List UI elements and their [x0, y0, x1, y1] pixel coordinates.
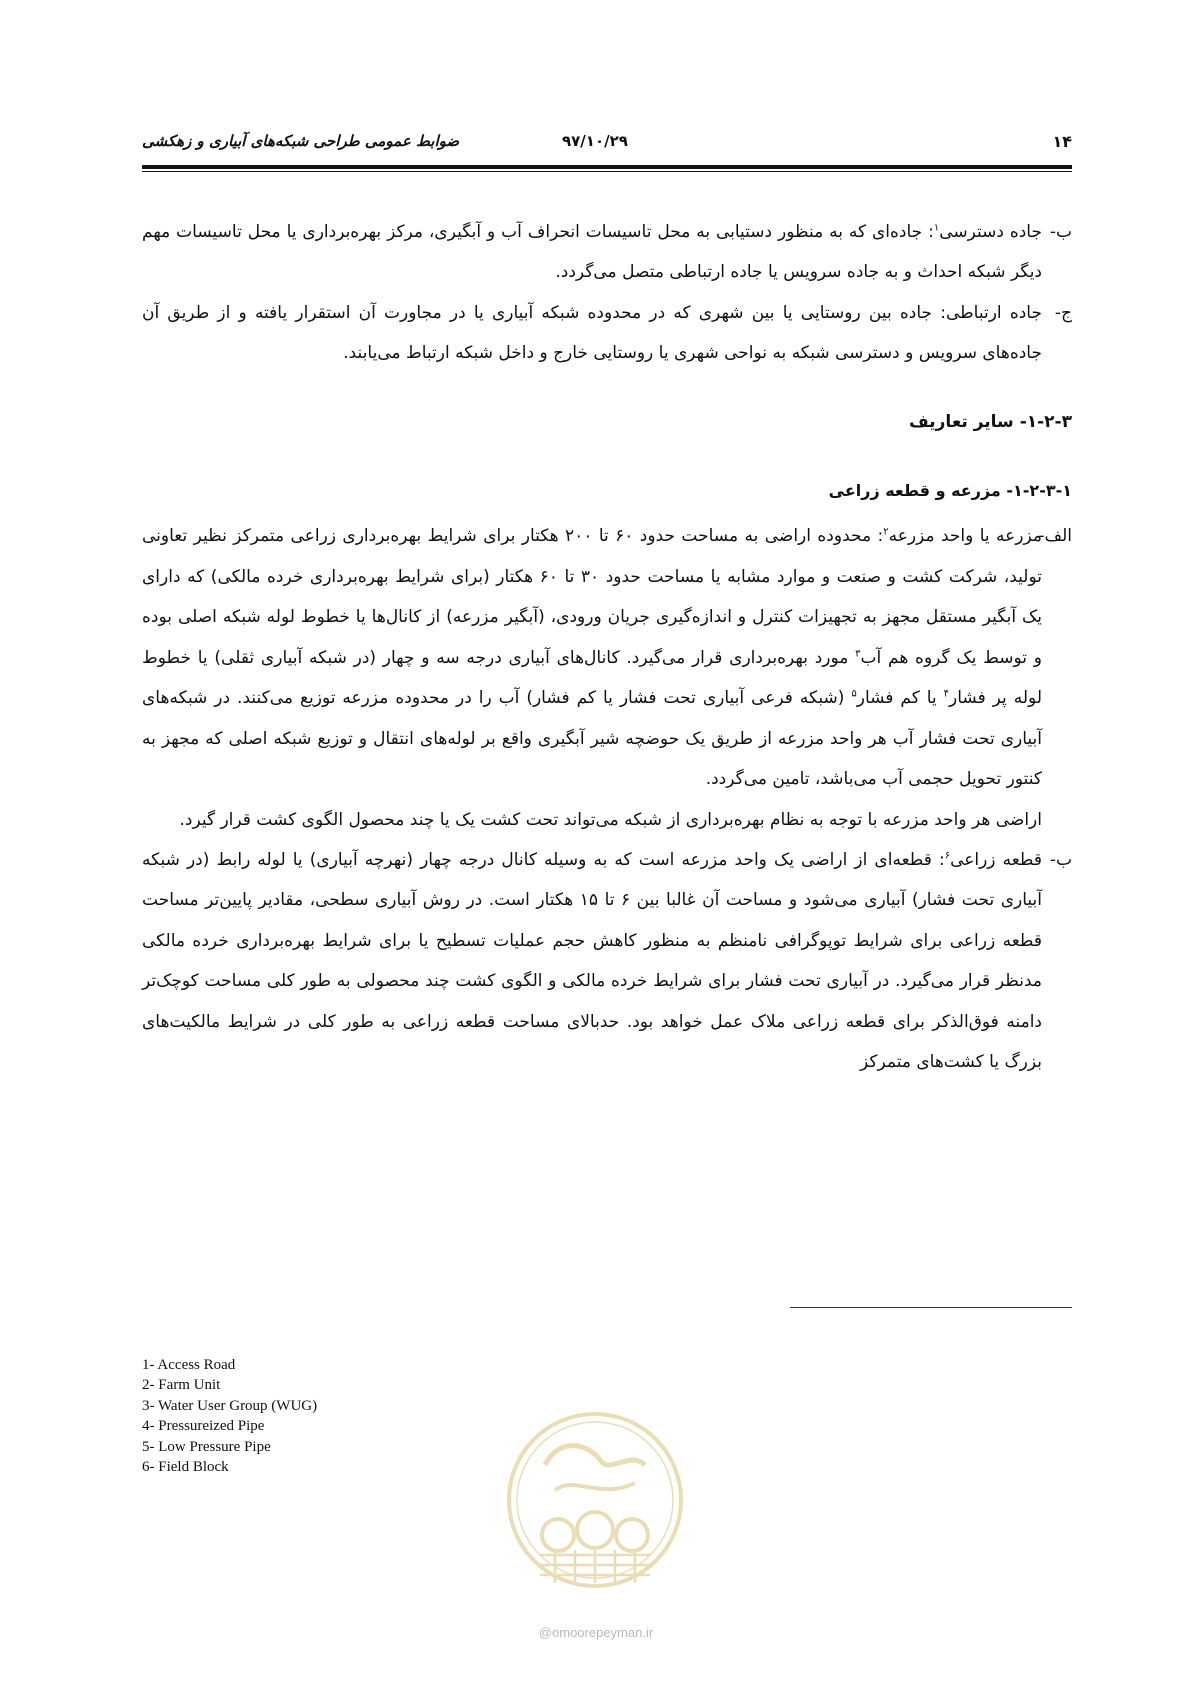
list-marker: ب- — [1049, 849, 1072, 870]
footnotes — [142, 1355, 502, 1477]
footnote-ref: ۶ — [944, 850, 951, 862]
header-rule-thick — [142, 165, 1072, 169]
watermark-url: @omoorepeyman.ir — [538, 1625, 654, 1640]
definition-text: : جاده‌ای که به منظور دستیابی به محل تاسیسات انحراف آب و آبگیری، مرکز بهره‌برداری یا محل تاسیسات مهم دیگر شبکه احداث و به جاده سرویس یا جاده ارتباطی متصل می‌گردد. — [142, 222, 1042, 283]
definition-text: یا کم فشار — [856, 688, 944, 709]
definition-text: : محدوده اراضی به مساحت حدود ۶۰ تا ۲۰۰ هکتار برای شرایط بهره‌برداری زراعی متمرکز نظیر تعاونی تولید، شرکت کشت و صنعت و موارد مشابه یا مساحت حدود ۳۰ تا ۶۰ هکتار (برای شرایط بهره‌برداری خرده مالکی) که دارای یک آبگیر مستقل مجهز به تجهیزات کنترل و اندازه‌گیری جریان ورودی، (آبگیر مزرعه) از کانال‌ها یا خطوط لوله شبکه اصلی بوده و توسط یک گروه هم آب — [142, 526, 1042, 668]
definition-text: مورد بهره‌برداری قرار می‌گیرد. کانال‌های آبیاری درجه سه و چهار (در شبکه آبیاری ثقلی) یا خطوط لوله پر فشار — [142, 647, 1042, 709]
list-marker: ج- — [1054, 302, 1072, 323]
definition-field-block — [142, 840, 1072, 1083]
watermark-logo — [500, 1405, 690, 1625]
list-marker: الف- — [1038, 526, 1072, 547]
paragraph: اراضی هر واحد مزرعه با توجه به نظام بهره‌برداری از شبکه می‌تواند تحت کشت یک یا چند محصول الگوی کشت قرار گیرد. — [179, 809, 1042, 830]
footnote-separator — [790, 1307, 1072, 1308]
footnote-item: 6- Field Block — [142, 1458, 229, 1475]
header-title: ضوابط عمومی طراحی شبکه‌های آبیاری و زهکشی — [142, 132, 460, 150]
definition-text: : قطعه‌ای از اراضی یک واحد مزرعه است که به وسیله کانال درجه چهار (نهرچه آبیاری) یا لوله رابط (در شبکه آبیاری تحت فشار) آبیاری می‌شود و مساحت آن غالبا بین ۶ تا ۱۵ هکتار است. در روش آبیاری سطحی، مقادیر پایین‌تر مساحت قطعه زراعی برای شرایط توپوگرافی نامنظم به منظور کاهش حجم عملیات تسطیح یا برای شرایط بهره‌برداری خرده مالکی مدنظر قرار می‌گیرد. در آبیاری تحت فشار برای شرایط خرده مالکی و الگوی کشت چند محصولی به طور کلی مساحت کوچک‌تر دامنه فوق‌الذکر برای قطعه زراعی ملاک عمل خواهد بود. حدبالای مساحت قطعه زراعی به طور کلی در شرایط مالکیت‌های بزرگ یا کشت‌های متمرکز — [142, 849, 1042, 1073]
definition-farm-unit — [142, 516, 1072, 799]
term: جاده دسترسی — [939, 222, 1042, 242]
subsection-heading: ۱-۲-۳-۱- مزرعه و قطعه زراعی — [828, 481, 1072, 501]
definition-connecting-road — [142, 293, 1072, 374]
footnote-item: 2- Farm Unit — [142, 1377, 221, 1394]
section-heading: ۱-۲-۳- سایر تعاریف — [909, 411, 1072, 432]
page-number: ۱۴ — [1052, 132, 1072, 151]
footnote-item: 4- Pressureized Pipe — [142, 1418, 265, 1435]
term: مزرعه یا واحد مزرعه — [888, 526, 1042, 547]
footnote-item: 5- Low Pressure Pipe — [142, 1438, 271, 1455]
footnote-ref: ۵ — [851, 688, 857, 700]
definition-text: جاده ارتباطی: جاده بین روستایی یا بین شهری که در محدوده شبکه آبیاری یا در مجاورت آن استقرار یافته و از طریق آن جاده‌های سرویس و دسترسی شبکه به نواحی شهری یا روستایی خارج و داخل شبکه ارتباط می‌یابند. — [142, 302, 1042, 364]
footnote-ref: ۴ — [943, 688, 950, 700]
footnote-ref: ۱ — [933, 222, 940, 234]
list-marker: ب- — [1049, 222, 1072, 242]
document-body — [142, 212, 1072, 1083]
footnote-item: 3- Water User Group (WUG) — [142, 1397, 318, 1414]
term: قطعه زراعی — [950, 849, 1043, 870]
footnote-item: 1- Access Road — [142, 1357, 236, 1373]
definition-text: (شبکه فرعی آبیاری تحت فشار یا کم فشار) آب را در محدوده مزرعه توزیع می‌کنند. در شبکه‌های آبیاری تحت فشار آب هر واحد مزرعه از طریق یک حوضچه شیر آبگیری واقع بر لوله‌های انتقال و توزیع شبکه اصلی که مجهز به کنتور تحویل حجمی آب می‌باشد، تامین می‌گردد. — [142, 688, 1042, 790]
header-date: ۹۷/۱۰/۲۹ — [562, 132, 628, 150]
definition-access-road — [142, 212, 1072, 293]
header-rule-thin — [142, 171, 1072, 172]
page-header — [142, 128, 1072, 158]
footnote-ref: ۳ — [855, 648, 861, 660]
footnote-ref: ۲ — [883, 526, 889, 538]
